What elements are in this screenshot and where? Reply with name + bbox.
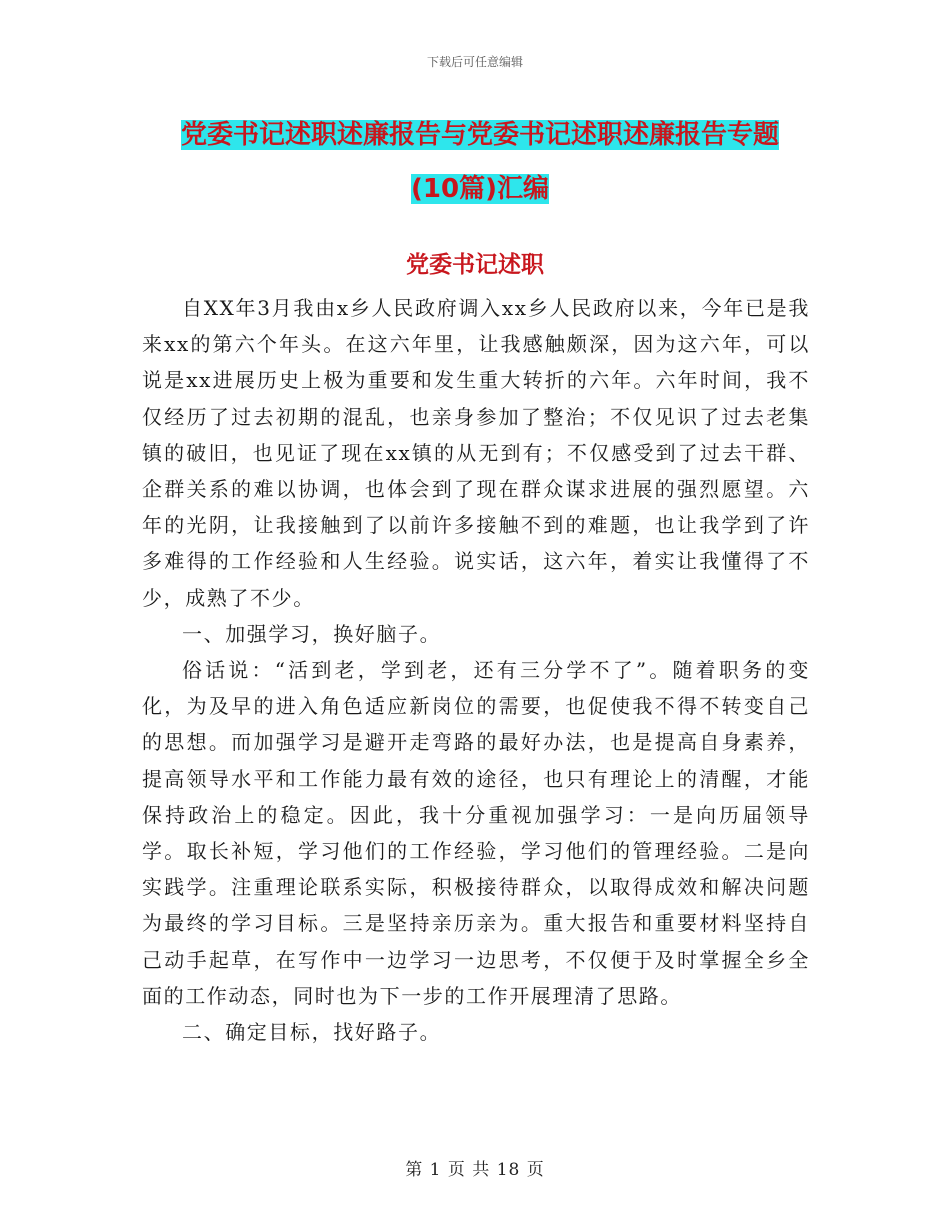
page-number: 第 1 页 共 18 页: [405, 1160, 545, 1180]
section-title: 党委书记述职: [406, 252, 544, 278]
document-title: [140, 108, 820, 216]
paragraph-heading: 一、加强学习，换好脑子。: [182, 621, 442, 646]
header-note: 下载后可任意编辑: [426, 55, 523, 69]
paragraph-heading: 二、确定目标，找好路子。: [182, 1020, 442, 1045]
document-title-line-2: (10篇)汇编: [411, 174, 549, 204]
document-body: [142, 290, 810, 1050]
paragraph: 自XX年3月我由x乡人民政府调入xx乡人民政府以来，今年已是我来xx的第六个年头。在这六年里，让我感触颇深，因为这六年，可以说是xx进展历史上极为重要和发生重大转折的六年。六年时间，我不仅经历了过去初期的混乱，也亲身参加了整治；不仅见识了过去老集镇的破旧，也见证了现在xx镇的从无到有；不仅感受到了过去干群、企群关系的难以协调，也体会到了现在群众谋求进展的强烈愿望。六年的光阴，让我接触到了以前许多接触不到的难题，也让我学到了许多难得的工作经验和人生经验。说实话，这六年，着实让我懂得了不少，成熟了不少。: [142, 296, 810, 610]
document-title-line-1: 党委书记述职述廉报告与党委书记述职述廉报告专题: [180, 120, 779, 150]
paragraph: 俗话说：“活到老，学到老，还有三分学不了”。随着职务的变化，为及早的进入角色适应新岗位的需要，也促使我不得不转变自己的思想。而加强学习是避开走弯路的最好办法，也是提高自身素养，提高领导水平和工作能力最有效的途径，也只有理论上的清醒，才能保持政治上的稳定。因此，我十分重视加强学习：一是向历届领导学。取长补短，学习他们的工作经验，学习他们的管理经验。二是向实践学。注重理论联系实际，积极接待群众，以取得成效和解决问题为最终的学习目标。三是坚持亲历亲为。重大报告和重要材料坚持自己动手起草，在写作中一边学习一边思考，不仅便于及时掌握全乡全面的工作动态，同时也为下一步的工作开展理清了思路。: [142, 658, 810, 1008]
